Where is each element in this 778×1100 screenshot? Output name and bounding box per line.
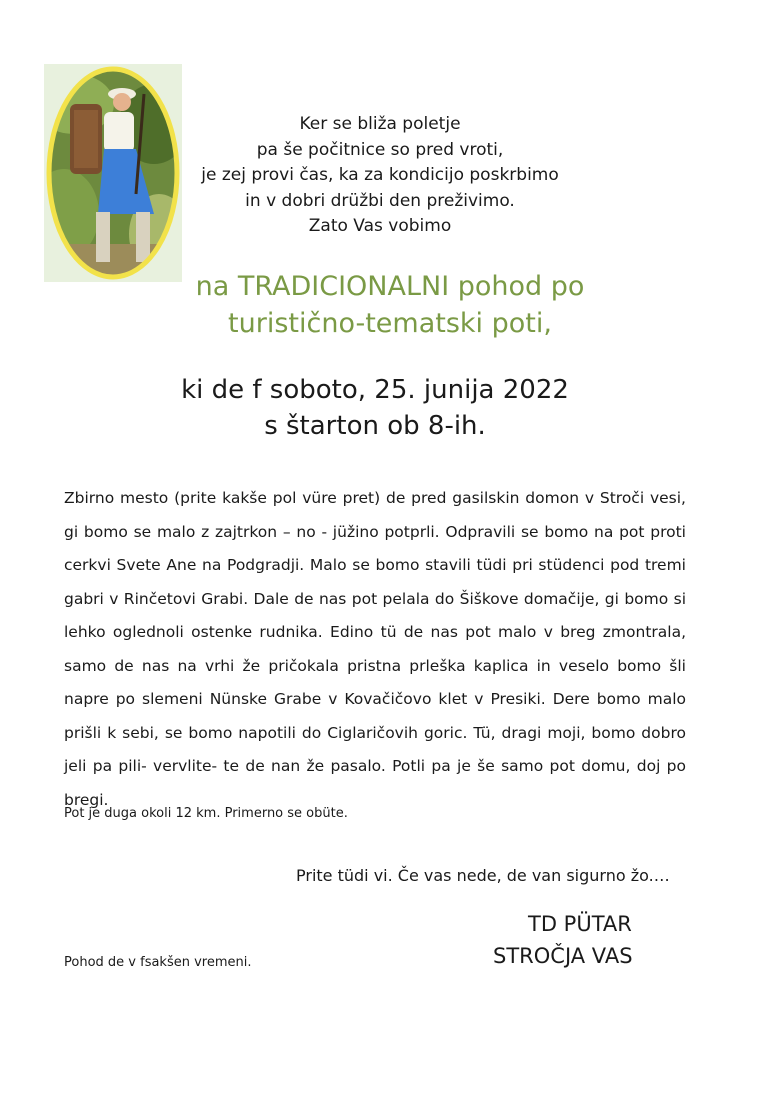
organizer-name: TD PÜTAR <box>528 912 632 936</box>
event-headline <box>150 268 630 342</box>
route-description: Zbirno mesto (prite kakše pol vüre pret) de pred gasilskin domon v Stroči vesi, gi bomo se malo z zajtrkon – no - jüžino potprli. Odpravili se bomo na pot proti cerkvi Svete Ane na Podgradji. Malo se bomo stavili tüdi pri stüdenci pod tremi gabri v Rinčetovi Grabi. Dale de nas pot pelala do Šiškove domačije, gi bomo si lehko oglednoli ostenke rudnika. Edino tü de nas pot malo v breg zmontrala, samo de nas na vrhi že pričokala pristna prleška kaplica in veselo bomo šli napre po slemeni Nünske Grabe v Kovačičovo klet v Presiki. Dere bomo malo prišli k sebi, se bomo napotili do Ciglaričovih goric. Tü, dragi moji, bomo dobro jeli pa pili- vervlite- te de nan že pasalo. Potli pa je še samo pot domu, doj po bregi. <box>64 489 686 809</box>
organizer-place: STROČJA VAS <box>493 944 633 968</box>
closing-line: Prite tüdi vi. Če vas nede, de van sigurno žo.… <box>296 866 670 885</box>
headline-line: na TRADICIONALNI pohod po <box>195 271 585 302</box>
hiker-photo <box>44 64 182 282</box>
weather-note: Pohod de v fsakšen vremeni. <box>64 955 252 970</box>
date-line: ki de f soboto, 25. junija 2022 <box>181 375 569 405</box>
poem-line: Zato Vas vobimo <box>308 216 452 236</box>
poem-line: Ker se bliža poletje <box>299 114 461 134</box>
headline-line: turistično-tematski poti, <box>228 308 552 339</box>
invitation-poem <box>180 112 580 240</box>
event-date <box>120 372 630 444</box>
start-time-line: s štarton ob 8-ih. <box>264 411 486 441</box>
distance-note: Pot je duga okoli 12 km. Primerno se obüte. <box>64 806 348 821</box>
poem-line: je zej provi čas, ka za kondicijo poskrbimo <box>201 165 559 185</box>
poem-line: pa še počitnice so pred vroti, <box>256 139 504 160</box>
poem-line: in v dobri drüžbi den preživimo. <box>245 190 515 211</box>
